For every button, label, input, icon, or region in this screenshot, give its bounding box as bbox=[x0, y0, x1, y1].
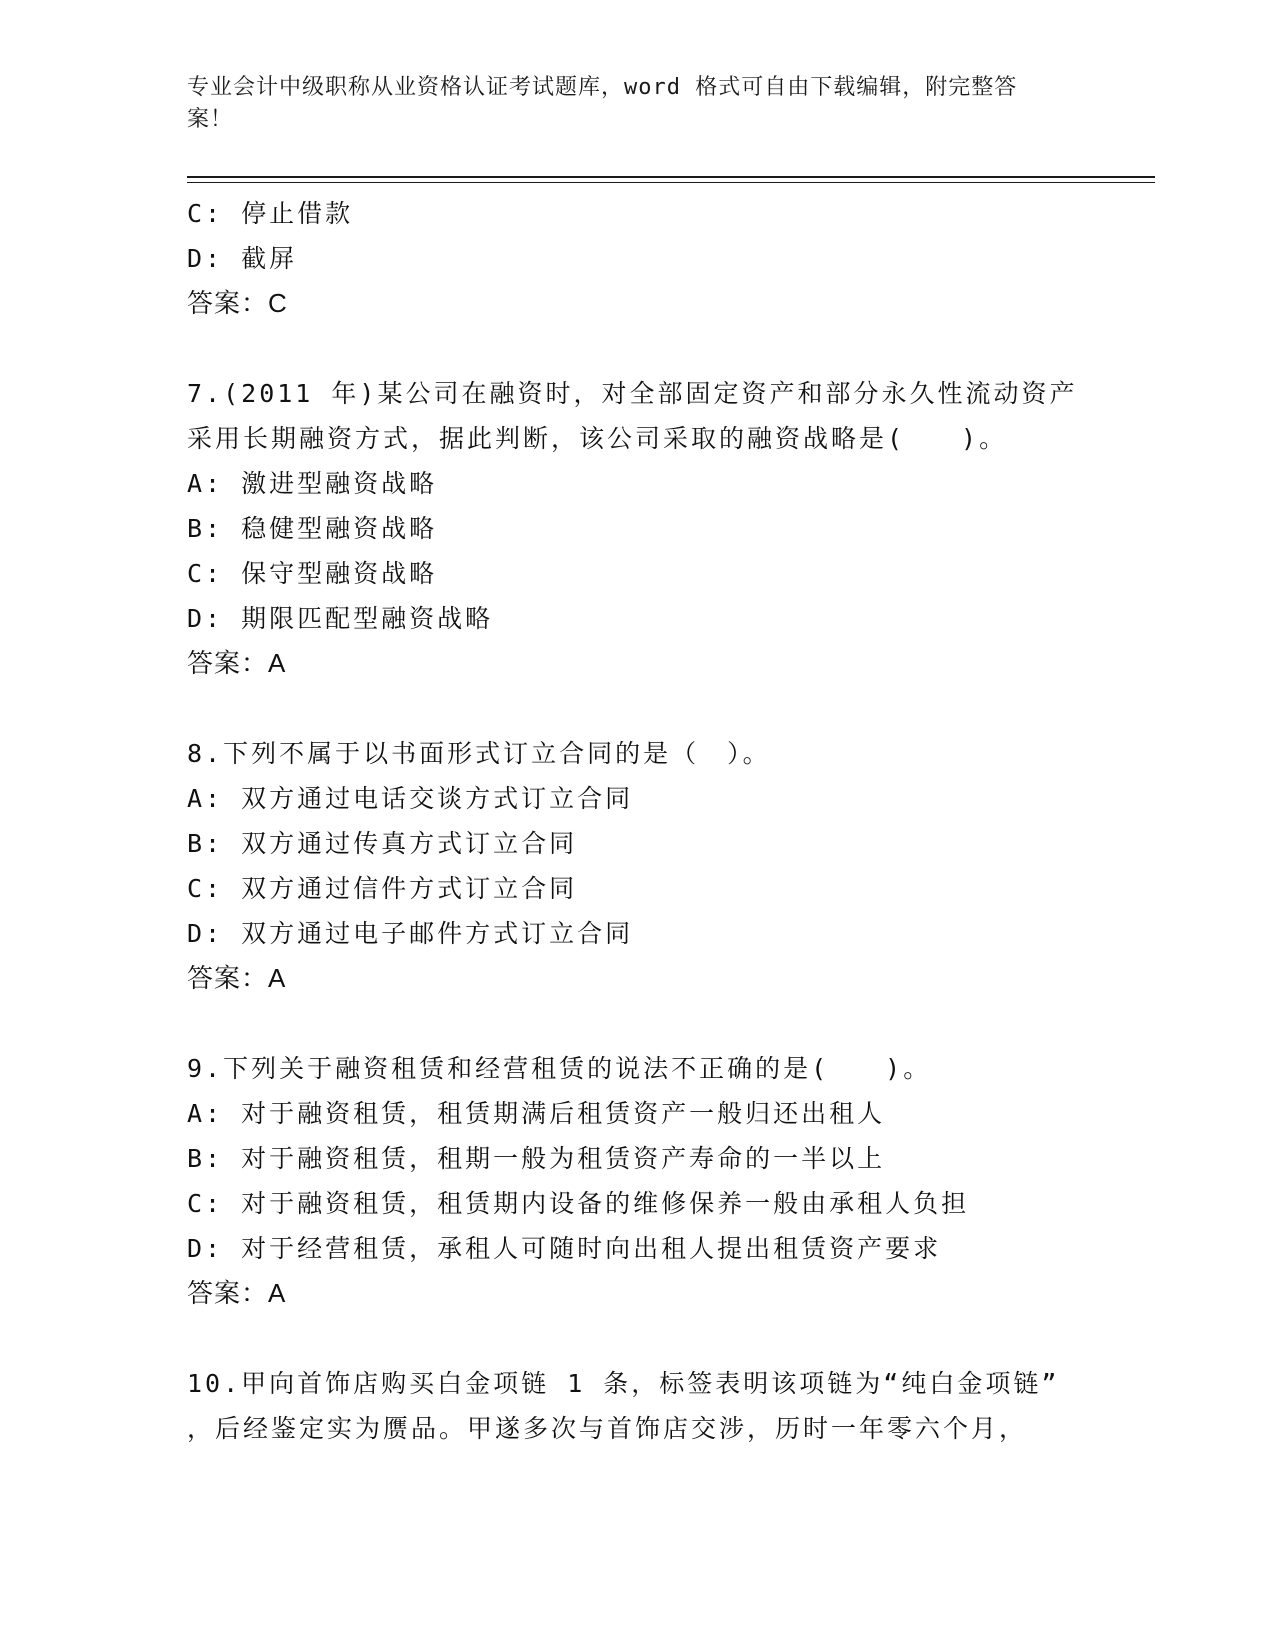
header-line-2: 案！ bbox=[187, 107, 234, 132]
question-stem: ，后经鉴定实为赝品。甲遂多次与首饰店交涉，历时一年零六个月， bbox=[187, 1414, 1028, 1443]
answer-line: 答案：A bbox=[187, 1278, 287, 1308]
option-d: D: 截屏 bbox=[187, 244, 298, 273]
option-b: B: 双方通过传真方式订立合同 bbox=[187, 829, 578, 858]
option-b: B: 对于融资租赁，租期一般为租赁资产寿命的一半以上 bbox=[187, 1144, 886, 1173]
option-d: D: 对于经营租赁，承租人可随时向出租人提出租赁资产要求 bbox=[187, 1234, 942, 1263]
question-9 bbox=[187, 1046, 1127, 1316]
question-stem: 采用长期融资方式，据此判断，该公司采取的融资战略是( )。 bbox=[187, 424, 1008, 453]
page-header bbox=[187, 72, 1067, 136]
option-c: C: 双方通过信件方式订立合同 bbox=[187, 874, 578, 903]
answer-line: 答案：A bbox=[187, 648, 287, 678]
question-stem: 7.(2011 年)某公司在融资时，对全部固定资产和部分永久性流动资产 bbox=[187, 379, 1078, 408]
question-content bbox=[187, 191, 1127, 1451]
question-stem: 8.下列不属于以书面形式订立合同的是（ ）。 bbox=[187, 739, 771, 768]
answer-line: 答案：C bbox=[187, 288, 288, 318]
answer-line: 答案：A bbox=[187, 963, 287, 993]
question-stem: 9.下列关于融资租赁和经营租赁的说法不正确的是( )。 bbox=[187, 1054, 932, 1083]
option-a: A: 对于融资租赁，租赁期满后租赁资产一般归还出租人 bbox=[187, 1099, 886, 1128]
spacer bbox=[187, 1316, 1127, 1361]
question-7 bbox=[187, 371, 1127, 686]
option-d: D: 双方通过电子邮件方式订立合同 bbox=[187, 919, 634, 948]
option-d: D: 期限匹配型融资战略 bbox=[187, 604, 494, 633]
option-b: B: 稳健型融资战略 bbox=[187, 514, 438, 543]
question-8 bbox=[187, 731, 1127, 1001]
header-rule-thick bbox=[187, 176, 1155, 178]
question-10 bbox=[187, 1361, 1127, 1451]
spacer bbox=[187, 1001, 1127, 1046]
question-6-tail bbox=[187, 191, 1127, 326]
spacer bbox=[187, 326, 1127, 371]
header-rule-thin bbox=[187, 182, 1155, 183]
option-a: A: 双方通过电话交谈方式订立合同 bbox=[187, 784, 634, 813]
spacer bbox=[187, 686, 1127, 731]
option-c: C: 对于融资租赁，租赁期内设备的维修保养一般由承租人负担 bbox=[187, 1189, 970, 1218]
question-stem: 10.甲向首饰店购买白金项链 1 条，标签表明该项链为“纯白金项链” bbox=[187, 1369, 1060, 1398]
option-c: C: 停止借款 bbox=[187, 199, 354, 228]
option-a: A: 激进型融资战略 bbox=[187, 469, 438, 498]
option-c: C: 保守型融资战略 bbox=[187, 559, 438, 588]
header-line-1: 专业会计中级职称从业资格认证考试题库，word 格式可自由下载编辑，附完整答 bbox=[187, 75, 1018, 100]
